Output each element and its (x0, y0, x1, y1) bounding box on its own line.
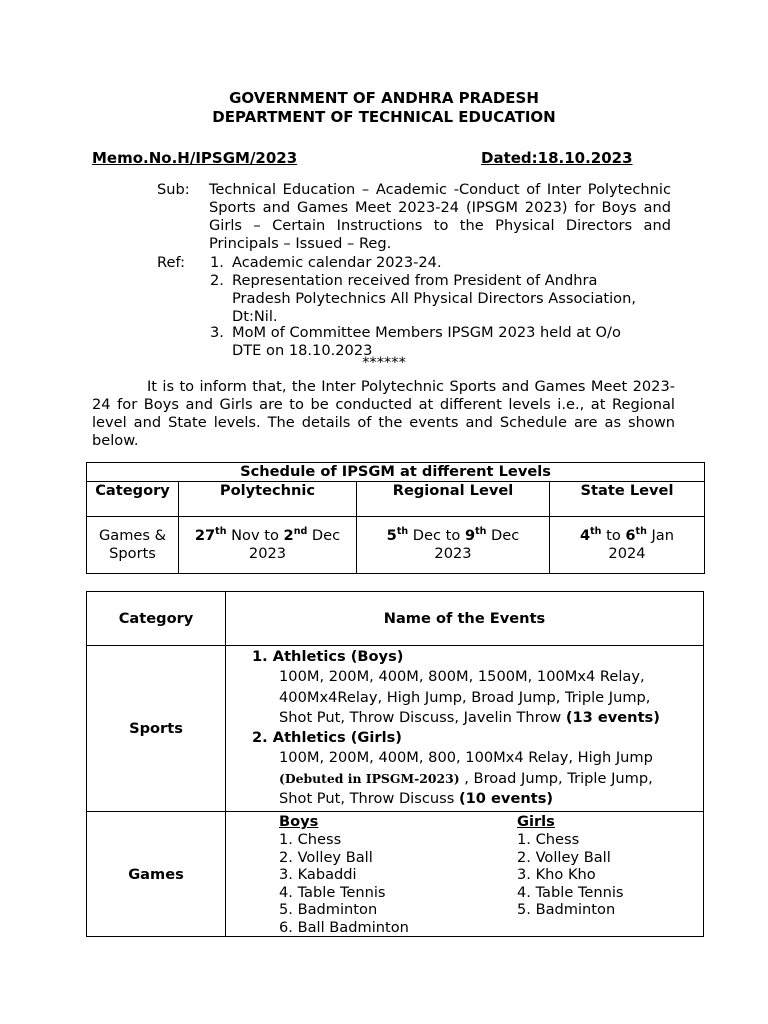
reference-item: Representation received from President of Andhra Pradesh Polytechnics All Physical Directors Association, Dt:Nil. (232, 272, 636, 325)
schedule-table (86, 462, 705, 574)
intro-paragraph: It is to inform that, the Inter Polytechnic Sports and Games Meet 2023-24 for Boys and Girls are to be conducted at different levels i.e., at Regional level and State levels. The details of the events and Schedule are as shown below. (92, 378, 675, 449)
reference-number: 3. (210, 324, 224, 341)
events-table (86, 591, 704, 937)
games-girls-list: Girls 1. Chess 2. Volley Ball 3. Kho Kho 4. Table Tennis 5. Badminton (517, 813, 624, 919)
events-header-names: Name of the Events (226, 592, 704, 646)
schedule-header-regional: Regional Level (357, 482, 550, 517)
schedule-header-polytechnic: Polytechnic (179, 482, 357, 517)
header-government: GOVERNMENT OF ANDHRA PRADESH (229, 89, 539, 107)
athletics-boys-events: 100M, 200M, 400M, 800M, 1500M, 100Mx4 Relay, 400Mx4Relay, High Jump, Broad Jump, Triple Jump, Shot Put, Throw Discuss, Javelin Throw (13 events) (279, 668, 660, 726)
reference-number: 1. (210, 254, 224, 271)
games-events-cell (226, 812, 704, 937)
schedule-title: Schedule of IPSGM at different Levels (87, 463, 705, 482)
subject-text: Technical Education – Academic -Conduct of Inter Polytechnic Sports and Games Meet 2023-24 (IPSGM 2023) for Boys and Girls – Certain Instructions to the Physical Directors and Principals – Issued – Reg. (209, 181, 671, 252)
schedule-category-cell: Games & Sports (87, 517, 179, 574)
games-boys-list: Boys 1. Chess 2. Volley Ball 3. Kabaddi 4. Table Tennis 5. Badminton 6. Ball Badminton (279, 813, 409, 936)
athletics-boys-heading: 1. Athletics (Boys) (252, 648, 404, 665)
reference-item: MoM of Committee Members IPSGM 2023 held at O/o DTE on 18.10.2023 (232, 324, 621, 359)
reference-number: 2. (210, 272, 224, 289)
athletics-girls-events: 100M, 200M, 400M, 800, 100Mx4 Relay, High Jump (Debuted in IPSGM-2023) , Broad Jump, Triple Jump, Shot Put, Throw Discuss (10 events) (279, 749, 653, 808)
athletics-girls-heading: 2. Athletics (Girls) (252, 729, 402, 747)
reference-label: Ref: (157, 254, 185, 271)
games-category-cell: Games (87, 812, 226, 937)
reference-item: Academic calendar 2023-24. (232, 254, 442, 271)
separator-stars: ****** (362, 354, 406, 371)
events-header-category: Category (87, 592, 226, 646)
header-department: DEPARTMENT OF TECHNICAL EDUCATION (212, 108, 556, 126)
sports-events-cell (226, 646, 704, 812)
schedule-polytechnic-dates: 27th Nov to 2nd Dec 2023 (179, 517, 357, 574)
schedule-state-dates: 4th to 6th Jan 2024 (550, 517, 705, 574)
schedule-header-category: Category (87, 482, 179, 517)
schedule-header-state: State Level (550, 482, 705, 517)
memo-date: Dated:18.10.2023 (481, 149, 633, 167)
schedule-regional-dates: 5th Dec to 9th Dec 2023 (357, 517, 550, 574)
memo-number: Memo.No.H/IPSGM/2023 (92, 149, 298, 167)
subject-label: Sub: (157, 181, 190, 198)
sports-category-cell: Sports (87, 646, 226, 812)
